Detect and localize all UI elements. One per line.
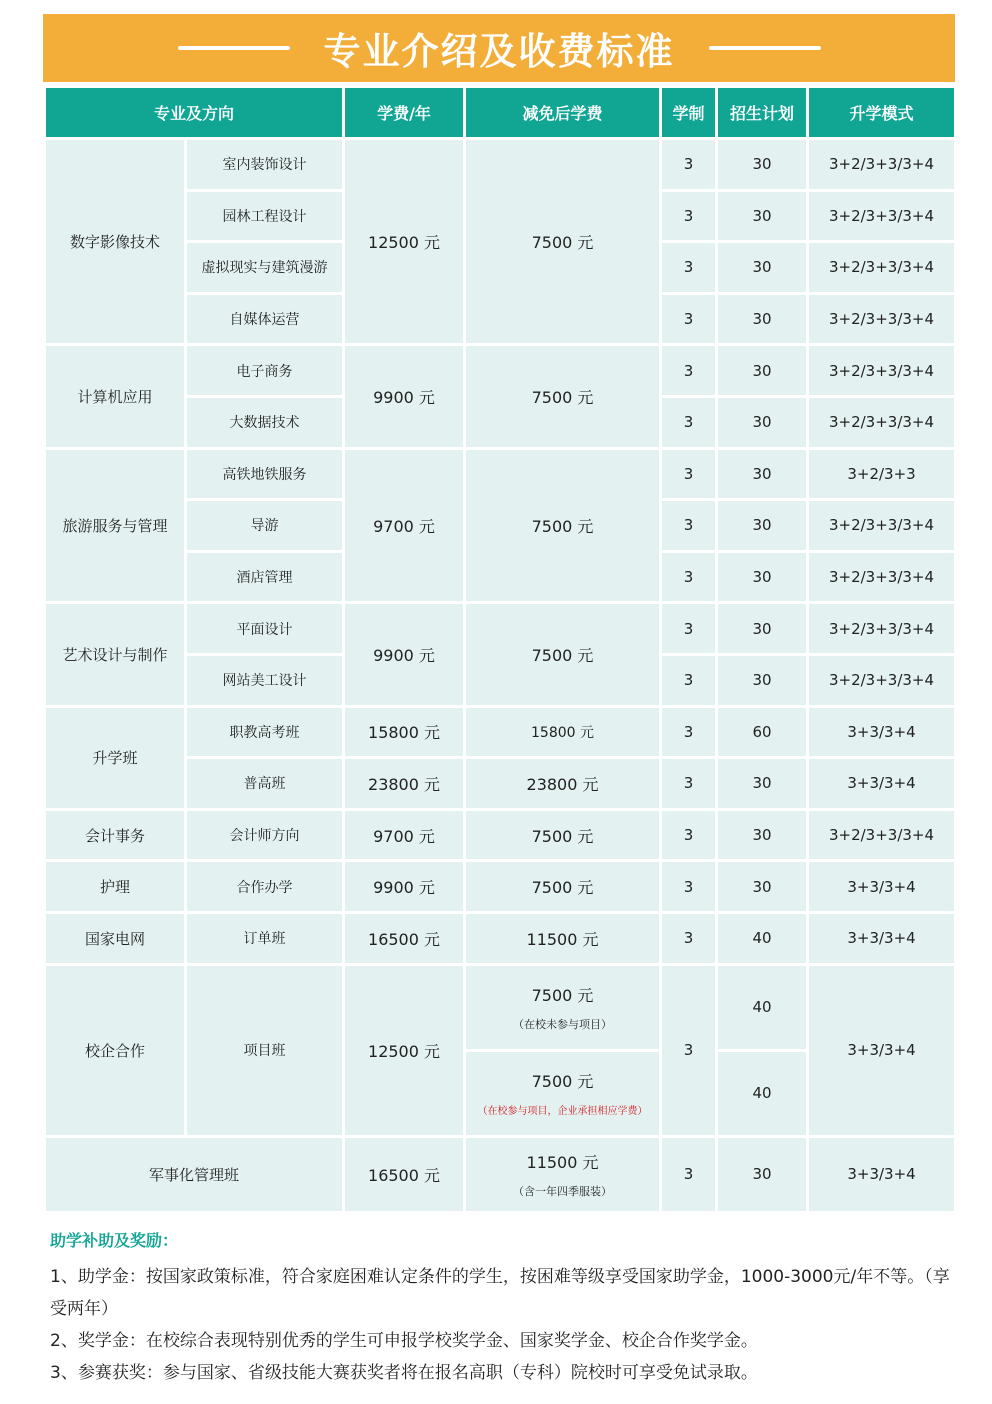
mode-cell: 3+2/3+3/3+4: [808, 242, 956, 294]
plan-cell: 30: [717, 345, 808, 397]
reduced-cell: 11500 元: [465, 912, 661, 964]
plan-cell: 30: [717, 861, 808, 913]
major-cell: 军事化管理班: [45, 1136, 344, 1212]
aid-item: 1、助学金：按国家政策标准，符合家庭困难认定条件的学生，按困难等级享受国家助学金，1000-3000元/年不等。（享受两年）: [50, 1267, 950, 1319]
major-cell: 国家电网: [45, 912, 186, 964]
mode-cell: 3+2/3+3/3+4: [808, 654, 956, 706]
plan-cell: 40: [717, 964, 808, 1050]
plan-cell: 30: [717, 396, 808, 448]
reduced-cell: 7500 元: [465, 448, 661, 603]
direction-cell: 高铁地铁服务: [186, 448, 344, 500]
mode-cell: 3+3/3+4: [808, 706, 956, 758]
tuition-cell: 12500 元: [344, 964, 465, 1136]
mode-cell: 3+3/3+4: [808, 964, 956, 1136]
left-decor-line: [178, 46, 290, 50]
years-cell: 3: [661, 654, 717, 706]
years-cell: 3: [661, 861, 717, 913]
tuition-cell: 16500 元: [344, 1136, 465, 1212]
title-banner: [43, 14, 955, 82]
tuition-cell: 9700 元: [344, 448, 465, 603]
plan-cell: 30: [717, 139, 808, 191]
direction-cell: 园林工程设计: [186, 190, 344, 242]
years-cell: 3: [661, 242, 717, 294]
direction-cell: 室内装饰设计: [186, 139, 344, 191]
mode-cell: 3+3/3+4: [808, 758, 956, 810]
right-decor-line: [709, 46, 821, 50]
direction-cell: 酒店管理: [186, 551, 344, 603]
tuition-cell: 16500 元: [344, 912, 465, 964]
fee-table: [43, 85, 957, 1214]
plan-cell: 30: [717, 448, 808, 500]
years-cell: 3: [661, 964, 717, 1136]
reduced-cell: 15800 元: [465, 706, 661, 758]
mode-cell: 3+2/3+3/3+4: [808, 551, 956, 603]
mode-cell: 3+2/3+3/3+4: [808, 139, 956, 191]
mode-cell: 3+2/3+3/3+4: [808, 190, 956, 242]
header-plan: 招生计划: [717, 87, 808, 139]
direction-cell: 自媒体运营: [186, 293, 344, 345]
direction-cell: 导游: [186, 500, 344, 552]
mode-cell: 3+2/3+3/3+4: [808, 809, 956, 861]
tuition-cell: 9900 元: [344, 861, 465, 913]
direction-cell: 项目班: [186, 964, 344, 1136]
direction-cell: 网站美工设计: [186, 654, 344, 706]
years-cell: 3: [661, 190, 717, 242]
mode-cell: 3+2/3+3/3+4: [808, 500, 956, 552]
years-cell: 3: [661, 293, 717, 345]
table-row: [45, 809, 956, 861]
years-cell: 3: [661, 706, 717, 758]
mode-cell: 3+2/3+3/3+4: [808, 396, 956, 448]
reduced-cell: 7500 元: [465, 809, 661, 861]
table-row: [45, 1136, 956, 1212]
reduced-cell: 7500 元: [465, 603, 661, 706]
table-row: [45, 964, 956, 1050]
reduced-cell: 7500 元: [465, 139, 661, 345]
table-row: [45, 345, 956, 397]
table-row: [45, 448, 956, 500]
tuition-cell: 12500 元: [344, 139, 465, 345]
table-header-row: [45, 87, 956, 139]
mode-cell: 3+2/3+3/3+4: [808, 603, 956, 655]
page-title: 专业介绍及收费标准: [323, 30, 675, 73]
years-cell: 3: [661, 139, 717, 191]
reduced-note: （在校参与项目，企业承担相应学费）: [477, 1106, 648, 1117]
header-tuition: 学费/年: [344, 87, 465, 139]
table-row: [45, 706, 956, 758]
table-row: [45, 603, 956, 655]
direction-cell: 会计师方向: [186, 809, 344, 861]
plan-cell: 40: [717, 1050, 808, 1136]
plan-cell: 60: [717, 706, 808, 758]
mode-cell: 3+2/3+3: [808, 448, 956, 500]
reduced-cell: 7500 元: [465, 861, 661, 913]
years-cell: 3: [661, 809, 717, 861]
mode-cell: 3+3/3+4: [808, 861, 956, 913]
major-cell: 数字影像技术: [45, 139, 186, 345]
mode-cell: 3+2/3+3/3+4: [808, 345, 956, 397]
aid-item: 2、奖学金：在校综合表现特别优秀的学生可申报学校奖学金、国家奖学金、校企合作奖学金。: [50, 1331, 758, 1351]
header-major: 专业及方向: [45, 87, 344, 139]
plan-cell: 30: [717, 603, 808, 655]
mode-cell: 3+2/3+3/3+4: [808, 293, 956, 345]
reduced-cell: [465, 1136, 661, 1212]
major-cell: 会计事务: [45, 809, 186, 861]
mode-cell: 3+3/3+4: [808, 912, 956, 964]
plan-cell: 30: [717, 242, 808, 294]
plan-cell: 30: [717, 551, 808, 603]
table-row: [45, 861, 956, 913]
plan-cell: 30: [717, 500, 808, 552]
years-cell: 3: [661, 396, 717, 448]
direction-cell: 电子商务: [186, 345, 344, 397]
plan-cell: 40: [717, 912, 808, 964]
mode-cell: 3+3/3+4: [808, 1136, 956, 1212]
tuition-cell: 9700 元: [344, 809, 465, 861]
plan-cell: 30: [717, 190, 808, 242]
direction-cell: 合作办学: [186, 861, 344, 913]
aid-section: [50, 1228, 950, 1389]
reduced-cell: 7500 元: [465, 345, 661, 448]
years-cell: 3: [661, 500, 717, 552]
reduced-cell: [465, 1050, 661, 1136]
reduced-cell: 23800 元: [465, 758, 661, 810]
years-cell: 3: [661, 345, 717, 397]
direction-cell: 虚拟现实与建筑漫游: [186, 242, 344, 294]
years-cell: 3: [661, 603, 717, 655]
years-cell: 3: [661, 758, 717, 810]
reduced-note: （在校未参与项目）: [513, 1017, 613, 1031]
aid-heading: 助学补助及奖励：: [50, 1231, 179, 1250]
major-cell: 计算机应用: [45, 345, 186, 448]
years-cell: 3: [661, 1136, 717, 1212]
plan-cell: 30: [717, 809, 808, 861]
reduced-value: 11500 元: [526, 1152, 599, 1172]
direction-cell: 订单班: [186, 912, 344, 964]
direction-cell: 大数据技术: [186, 396, 344, 448]
plan-cell: 30: [717, 654, 808, 706]
major-cell: 艺术设计与制作: [45, 603, 186, 706]
direction-cell: 职教高考班: [186, 706, 344, 758]
table-row: [45, 139, 956, 191]
header-years: 学制: [661, 87, 717, 139]
direction-cell: 平面设计: [186, 603, 344, 655]
tuition-cell: 9900 元: [344, 603, 465, 706]
direction-cell: 普高班: [186, 758, 344, 810]
reduced-cell: [465, 964, 661, 1050]
tuition-cell: 23800 元: [344, 758, 465, 810]
tuition-cell: 9900 元: [344, 345, 465, 448]
header-reduced: 减免后学费: [465, 87, 661, 139]
major-cell: 旅游服务与管理: [45, 448, 186, 603]
years-cell: 3: [661, 551, 717, 603]
plan-cell: 30: [717, 1136, 808, 1212]
reduced-note: （含一年四季服装）: [513, 1184, 613, 1198]
reduced-value: 7500 元: [531, 1072, 594, 1091]
years-cell: 3: [661, 448, 717, 500]
header-mode: 升学模式: [808, 87, 956, 139]
aid-item: 3、参赛获奖：参与国家、省级技能大赛获奖者将在报名高职（专科）院校时可享受免试录取。: [50, 1363, 758, 1383]
plan-cell: 30: [717, 293, 808, 345]
years-cell: 3: [661, 912, 717, 964]
tuition-cell: 15800 元: [344, 706, 465, 758]
table-row: [45, 912, 956, 964]
reduced-value: 7500 元: [531, 985, 594, 1005]
major-cell: 升学班: [45, 706, 186, 809]
major-cell: 护理: [45, 861, 186, 913]
major-cell: 校企合作: [45, 964, 186, 1136]
plan-cell: 30: [717, 758, 808, 810]
